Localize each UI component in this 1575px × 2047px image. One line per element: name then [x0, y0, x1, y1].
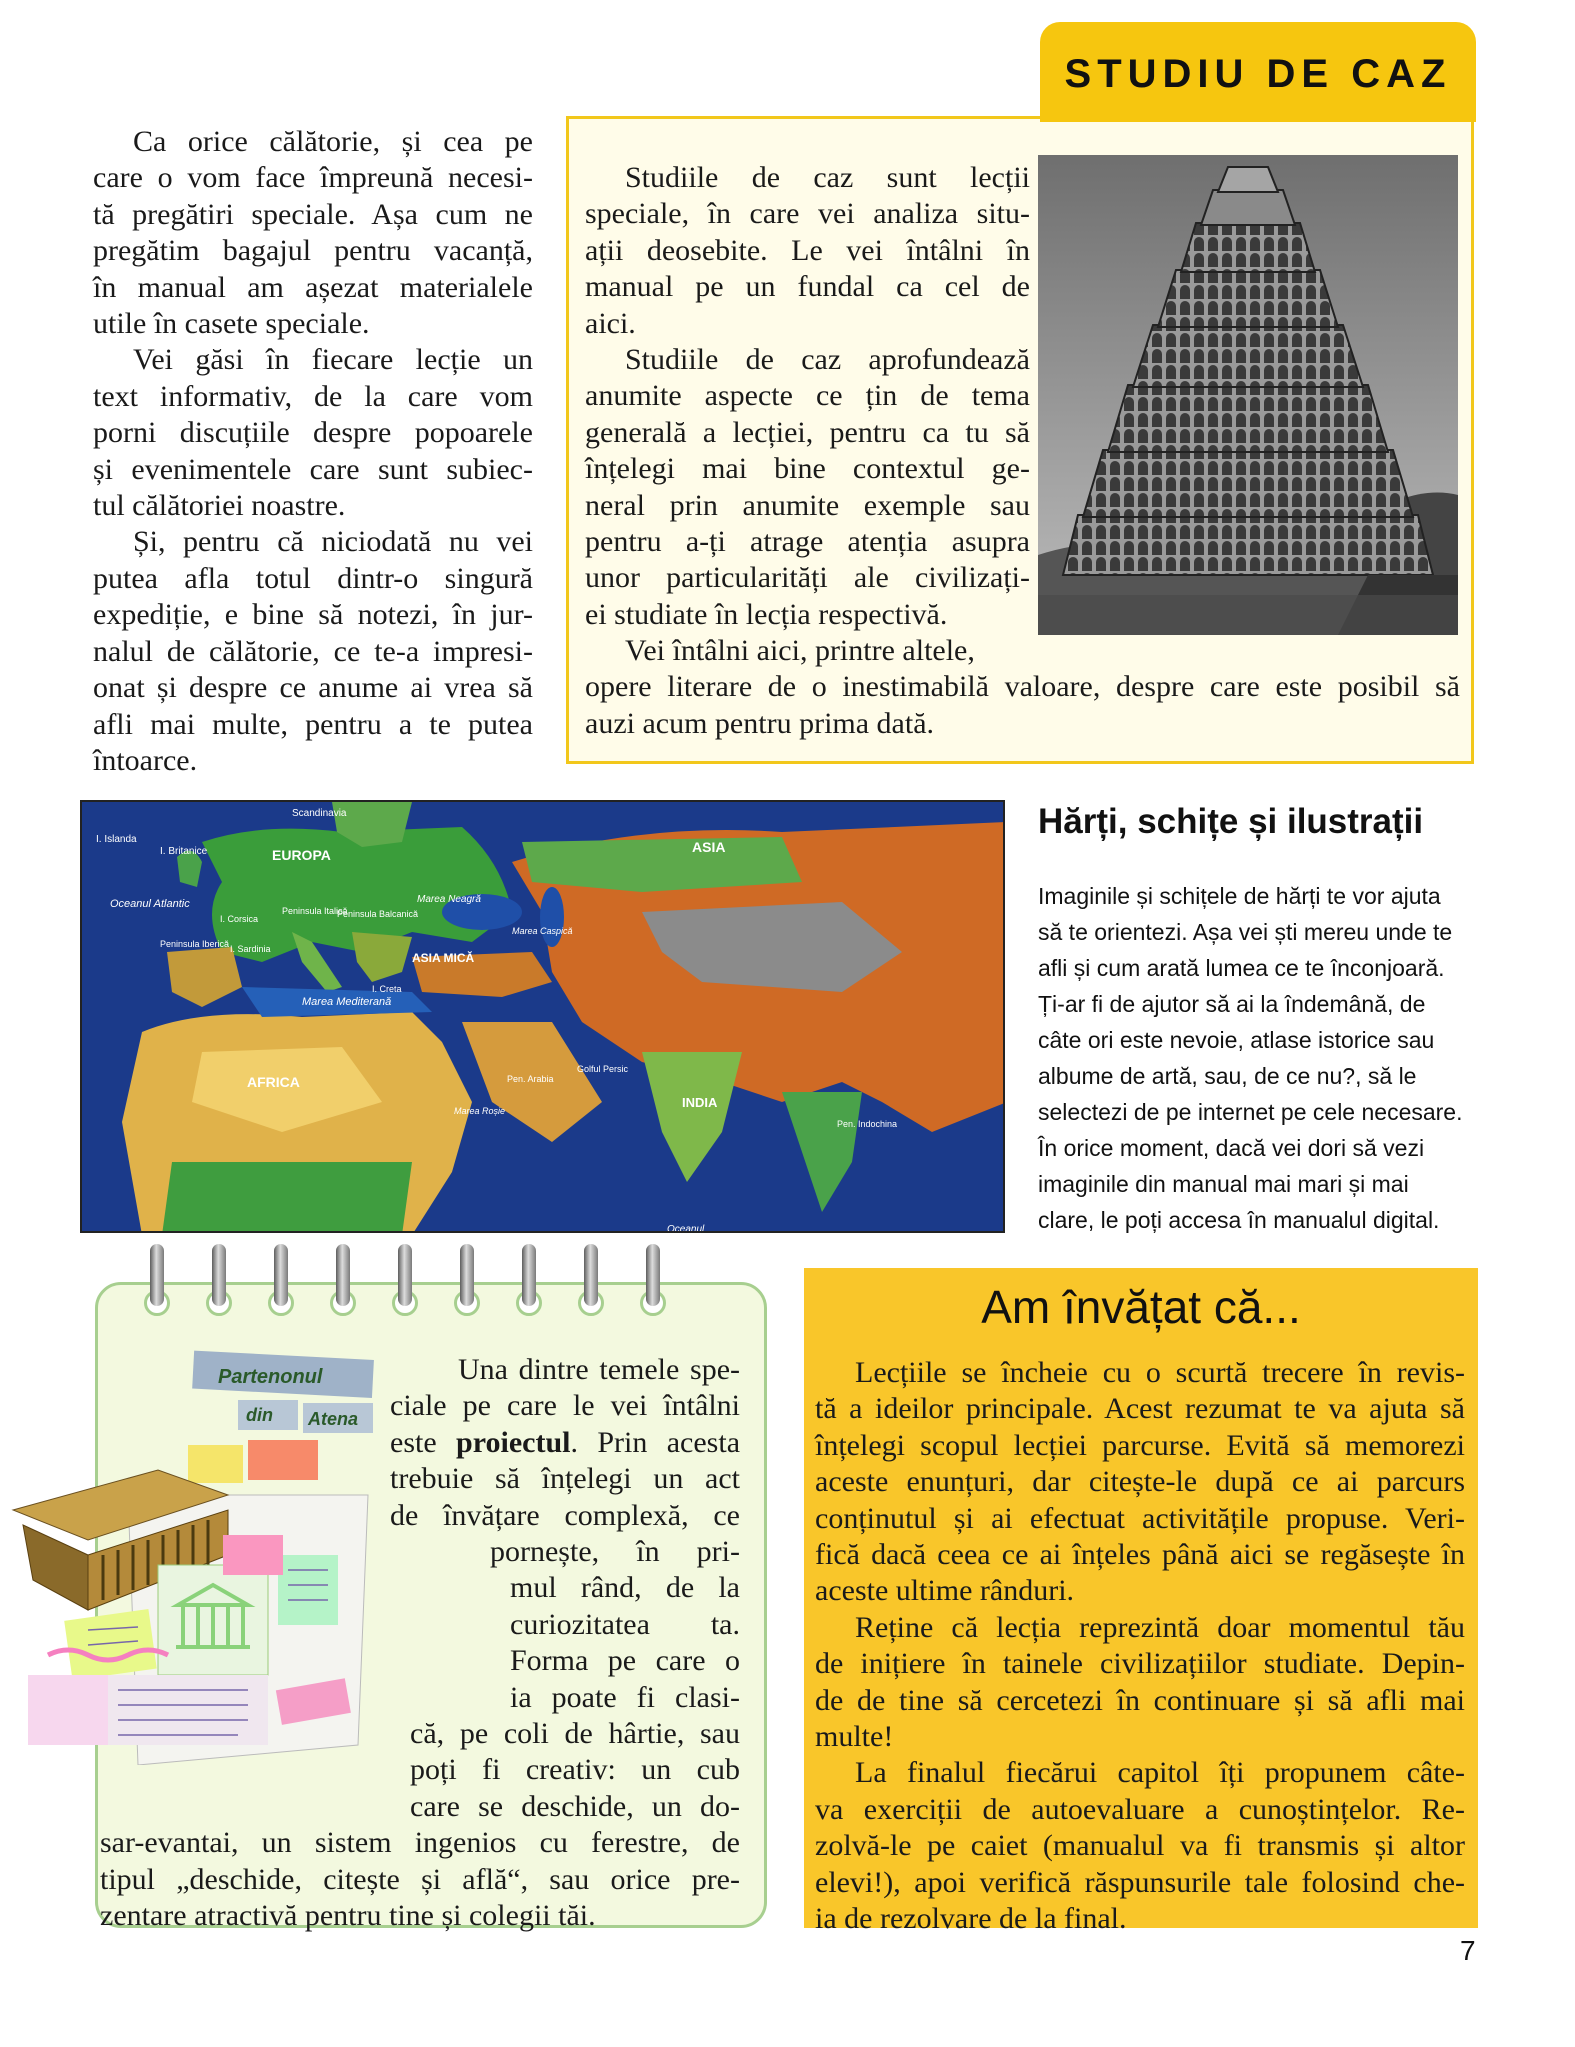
- map-label-pen-italica: Peninsula Italică: [282, 906, 348, 916]
- page-number: 7: [1460, 1935, 1476, 1966]
- case-study-tab: [1040, 22, 1476, 122]
- case-study-line: auzi acum pentru prima dată.: [585, 706, 935, 740]
- map-label-africa: AFRICA: [247, 1074, 300, 1090]
- spiral-ring: [336, 1244, 350, 1306]
- tower-of-babel-image: [1038, 155, 1458, 635]
- map-label-marea-mediterana: Marea Mediterană: [302, 996, 392, 1008]
- map-label-asia-mica: ASIA MICĂ: [412, 951, 475, 965]
- maps-section-line: câte ori este nevoie, atlase istorice sau: [1038, 1027, 1435, 1053]
- maps-section-text: [1038, 878, 1478, 1238]
- project-bold-word: proiectul: [456, 1425, 571, 1459]
- maps-section-title: Hărți, schițe și ilustrații: [1038, 802, 1424, 841]
- project-line: [390, 1425, 740, 1461]
- case-study-line: Studiile de caz aprofundează: [625, 343, 1030, 377]
- spiral-ring: [584, 1244, 598, 1306]
- map-label-corsica: I. Corsica: [220, 914, 259, 924]
- project-line: zentare atractivă pentru tine și colegii tăi.: [100, 1899, 596, 1933]
- intro-line: onat și despre ce anume ai vrea să: [93, 671, 533, 705]
- map-label-pen-balcanica: Peninsula Balcanică: [337, 909, 419, 919]
- spiral-ring: [212, 1244, 226, 1306]
- learned-line: tă a ideilor principale. Acest rezumat te va ajuta să: [815, 1392, 1465, 1426]
- historical-relief-map: [80, 800, 1005, 1233]
- photo-caption-atena: Atena: [308, 1409, 359, 1429]
- project-line: ia poate fi clasi-: [510, 1680, 740, 1714]
- map-label-marea-neagra: Marea Neagră: [417, 894, 481, 905]
- project-line: care se deschide, un do-: [410, 1789, 740, 1823]
- learned-line: multe!: [815, 1720, 894, 1754]
- spiral-ring: [274, 1244, 288, 1306]
- learned-line: de inițiere în tainele civilizațiilor studiate. Depin-: [815, 1647, 1465, 1681]
- map-label-europa: EUROPA: [272, 847, 331, 863]
- learned-line: aceste enunțuri, dar citește-le după ce ai parcurs: [815, 1465, 1465, 1499]
- learned-text: [815, 1355, 1465, 1938]
- project-line: că, pe coli de hârtie, sau: [410, 1717, 740, 1751]
- learned-line: va exerciții de autoevaluare a cunoștințelor. Re-: [815, 1792, 1465, 1826]
- map-label-india: INDIA: [682, 1095, 718, 1110]
- map-label-asia: ASIA: [692, 839, 726, 855]
- maps-section-line: afli și cum arată lumea ce te înconjoară.: [1038, 955, 1445, 981]
- intro-line: nalul de călătorie, ce te-a impresi-: [93, 634, 533, 668]
- maps-section-line: Imaginile și schițele de hărți te vor ajuta: [1038, 883, 1441, 909]
- photo-caption-din: din: [246, 1405, 273, 1425]
- project-line: Forma pe care o: [510, 1644, 740, 1678]
- case-study-line: pentru a-ți atrage atenția asupra: [585, 525, 1030, 559]
- learned-line: Lecțiile se încheie cu o scurtă trecere în revis-: [855, 1356, 1465, 1389]
- maps-section-line: selectezi de pe internet pe cele necesare.: [1038, 1099, 1463, 1125]
- intro-line: în manual am așezat materialele: [93, 270, 533, 304]
- case-study-line: generală a lecției, pentru ca tu să: [585, 415, 1030, 449]
- learned-line: de de tine să cercetezi în continuare și să afli mai: [815, 1683, 1465, 1717]
- intro-line: putea afla totul dintr-o singură: [93, 561, 533, 595]
- learned-line: aceste ultime rânduri.: [815, 1574, 1075, 1608]
- project-line: de învățare complexă, ce: [390, 1498, 740, 1532]
- case-study-line: unor particularități ale civilizați-: [585, 561, 1030, 595]
- intro-line: și evenimentele care sunt subiec-: [93, 452, 533, 486]
- map-label-marea-rosie: Marea Roșie: [454, 1106, 506, 1116]
- map-label-creta: I. Creta: [372, 984, 402, 994]
- case-study-line: Studiile de caz sunt lecții: [625, 161, 1030, 194]
- intro-line: porni discuțiile despre popoarele: [93, 416, 533, 450]
- map-label-scandinavia: Scandinavia: [292, 808, 347, 819]
- intro-line: care o vom face împreună necesi-: [93, 161, 533, 195]
- learned-line: conținutul și ai efectuat activitățile propuse. Veri-: [815, 1501, 1465, 1535]
- learned-line: ia de rezolvare de la final.: [815, 1902, 1127, 1936]
- intro-line: tul călătoriei noastre.: [93, 489, 346, 523]
- intro-line: afli mai multe, pentru a te putea: [93, 707, 533, 741]
- learned-line: La finalul fiecărui capitol îți propunem câte-: [855, 1756, 1465, 1790]
- maps-section-line: imaginile din manual mai mari și mai: [1038, 1171, 1409, 1197]
- case-study-line: manual pe un fundal ca cel de: [585, 270, 1030, 304]
- learned-line: înțelegi scopul lecției parcurse. Evită să memorezi: [815, 1428, 1465, 1462]
- map-label-pen-indochina: Pen. Indochina: [837, 1119, 898, 1129]
- learned-line: zolvă-le pe caiet (manualul va fi transmis și altor: [815, 1829, 1465, 1863]
- case-study-line: ații deosebite. Le vei întâlni în: [585, 233, 1030, 267]
- project-line: Una dintre temele spe-: [458, 1353, 740, 1386]
- intro-line: expediție, e bine să notezi, în jur-: [93, 598, 533, 632]
- case-study-line: Vei întâlni aici, printre altele,: [625, 634, 975, 667]
- map-label-marea-caspica: Marea Caspică: [512, 926, 573, 936]
- project-line: mul rând, de la: [510, 1571, 740, 1605]
- case-study-text-continued: [585, 633, 1460, 742]
- project-line: pornește, în pri-: [490, 1535, 740, 1569]
- intro-line: text informativ, de la care vom: [93, 379, 533, 413]
- spiral-ring: [522, 1244, 536, 1306]
- map-label-pen-iberica: Peninsula Iberică: [160, 939, 230, 949]
- intro-line: Ca orice călătorie, și cea pe: [133, 125, 533, 158]
- case-study-text: [585, 160, 1030, 633]
- project-line-suffix: . Prin acesta: [570, 1425, 741, 1459]
- learned-line: Reține că lecția reprezintă doar momentul tău: [855, 1610, 1465, 1644]
- case-study-line: aici.: [585, 306, 636, 340]
- maps-section-line: să te orientezi. Așa vei ști mereu unde te: [1038, 919, 1453, 945]
- intro-line: utile în casete speciale.: [93, 307, 370, 341]
- learned-title: Am învățat că...: [981, 1281, 1301, 1333]
- map-label-oceanul-atlantic: Oceanul Atlantic: [110, 898, 190, 910]
- case-study-line: înțelegi mai bine contextul ge-: [585, 452, 1030, 486]
- spiral-ring: [398, 1244, 412, 1306]
- maps-section-line: albume de artă, sau, de ce nu?, să le: [1038, 1063, 1417, 1089]
- intro-line: întoarce.: [93, 743, 198, 777]
- case-study-line: ei studiate în lecția respectivă.: [585, 597, 948, 631]
- map-label-sardinia: I. Sardinia: [230, 944, 271, 954]
- maps-section-line: În orice moment, dacă vei dori să vezi: [1038, 1135, 1425, 1161]
- project-line: ciale pe care le vei întâlni: [390, 1389, 740, 1423]
- map-label-golful-persic: Golful Persic: [577, 1064, 629, 1074]
- project-line: trebuie să înțelegi un act: [390, 1462, 740, 1496]
- spiral-ring: [150, 1244, 164, 1306]
- maps-section-line: Ți-ar fi de ajutor să ai la îndemână, de: [1038, 991, 1426, 1017]
- case-study-line: speciale, în care vei analiza situ-: [585, 197, 1030, 231]
- photo-caption-partenonul: Partenonul: [218, 1366, 323, 1388]
- case-study-line: opere literare de o inestimabilă valoare, despre care este posibil să: [585, 670, 1460, 704]
- case-study-line: anumite aspecte ce țin de tema: [585, 379, 1030, 413]
- intro-line: Vei găsi în fiecare lecție un: [133, 343, 533, 377]
- intro-text: [93, 124, 533, 779]
- intro-line: tă pregătiri speciale. Așa cum ne: [93, 197, 533, 231]
- project-line: sar-evantai, un sistem ingenios cu ferestre, de: [100, 1826, 740, 1860]
- project-line: tipul „deschide, citește și află“, sau orice pre-: [100, 1862, 740, 1896]
- spiral-ring: [646, 1244, 660, 1306]
- map-label-pen-arabia: Pen. Arabia: [507, 1074, 554, 1084]
- maps-section-line: clare, le poți accesa în manualul digital.: [1038, 1207, 1440, 1233]
- intro-line: Și, pentru că niciodată nu vei: [133, 525, 533, 559]
- spiral-ring: [460, 1244, 474, 1306]
- map-label-britanice: I. Britanice: [160, 846, 208, 857]
- intro-line: pregătim bagajul pentru vacanță,: [93, 234, 533, 268]
- case-study-tab-label: STUDIU DE CAZ: [1064, 52, 1452, 96]
- project-line: poți fi creativ: un cub: [410, 1753, 740, 1787]
- map-label-oceanul: Oceanul: [667, 1224, 705, 1233]
- learned-line: elevi!), apoi verifică răspunsurile tale folosind che-: [815, 1865, 1465, 1899]
- project-line: curiozitatea ta.: [510, 1607, 740, 1641]
- learned-line: fică dacă ceea ce ai înțeles până aici se regăsește în: [815, 1538, 1465, 1572]
- map-label-islanda: I. Islanda: [96, 834, 137, 845]
- project-line-prefix: este: [390, 1425, 457, 1459]
- project-text: [100, 1352, 740, 1935]
- case-study-line: neral prin anumite exemple sau: [585, 488, 1030, 522]
